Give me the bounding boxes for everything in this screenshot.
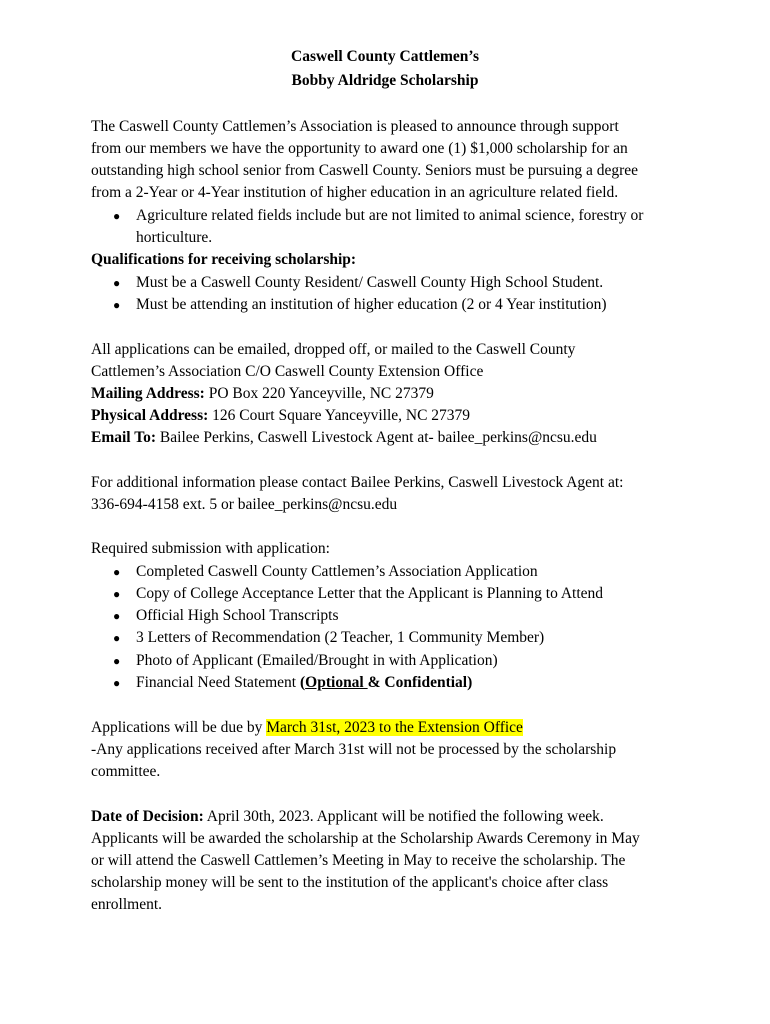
financial-need-text: Financial Need Statement: [136, 674, 300, 691]
decision-line-4: scholarship money will be sent to the institution of the applicant's choice after class: [91, 874, 609, 891]
bullet-icon: ●: [113, 609, 121, 623]
intro-line-3: outstanding high school senior from Caswell County. Seniors must be pursuing a degree: [91, 162, 639, 179]
decision-line-3: or will attend the Caswell Cattlemen’s Meeting in May to receive the scholarship. The: [91, 852, 626, 869]
decision-line-5: enrollment.: [91, 896, 163, 913]
deadline-note-line-2: committee.: [91, 763, 161, 780]
email-to: [91, 427, 597, 449]
mailing-address-label: Mailing Address:: [91, 385, 205, 402]
contact-line-2: 336-694-4158 ext. 5 or bailee_perkins@ncsu.edu: [91, 496, 398, 513]
qualification-item-1: Must be a Caswell County Resident/ Caswell County High School Student.: [136, 274, 604, 291]
required-item-5: Photo of Applicant (Emailed/Brought in with Application): [136, 652, 498, 669]
contact-line-1: For additional information please contact Bailee Perkins, Caswell Livestock Agent at:: [91, 474, 624, 491]
deadline-note-line-1: -Any applications received after March 31st will not be processed by the scholarship: [91, 741, 617, 758]
bullet-icon: ●: [113, 676, 121, 690]
document-title-line1: Caswell County Cattlemen’s: [291, 48, 479, 65]
bullet-icon: ●: [113, 276, 121, 290]
decision-date-text: April 30th, 2023. Applicant will be notified the following week.: [203, 808, 604, 825]
required-item-3: Official High School Transcripts: [136, 607, 339, 624]
decision-line-2: Applicants will be awarded the scholarship at the Scholarship Awards Ceremony in May: [91, 830, 640, 847]
required-item-2: Copy of College Acceptance Letter that the Applicant is Planning to Attend: [136, 585, 604, 602]
intro-bullet-line-2: horticulture.: [136, 229, 213, 246]
submission-line-1: All applications can be emailed, dropped off, or mailed to the Caswell County: [91, 341, 576, 358]
mailing-address-value: PO Box 220 Yanceyville, NC 27379: [204, 385, 434, 402]
decision-line-1: [91, 806, 604, 828]
intro-bullet-line-1: Agriculture related fields include but are not limited to animal science, forestry or: [136, 207, 644, 224]
intro-line-2: from our members we have the opportunity to award one (1) $1,000 scholarship for an: [91, 140, 628, 157]
mailing-address: [91, 383, 434, 405]
decision-label: Date of Decision:: [91, 808, 204, 825]
bullet-icon: ●: [113, 565, 121, 579]
intro-line-1: The Caswell County Cattlemen’s Association is pleased to announce through support: [91, 118, 619, 135]
bullet-icon: ●: [113, 298, 121, 312]
qualification-item-2: Must be attending an institution of higher education (2 or 4 Year institution): [136, 296, 607, 313]
optional-text: Optional: [305, 674, 368, 691]
document-title-line2: Bobby Aldridge Scholarship: [291, 72, 479, 89]
bullet-icon: ●: [113, 631, 121, 645]
bullet-icon: ●: [113, 587, 121, 601]
confidential-text: & Confidential): [367, 674, 473, 691]
deadline-line: [91, 717, 523, 739]
deadline-highlight: March 31st, 2023 to the Extension Office: [266, 719, 523, 736]
required-item-4: 3 Letters of Recommendation (2 Teacher, 1 Community Member): [136, 629, 545, 646]
physical-address-value: 126 Court Square Yanceyville, NC 27379: [208, 407, 471, 424]
optional-open-paren: (: [300, 674, 306, 691]
submission-line-2: Cattlemen’s Association C/O Caswell County Extension Office: [91, 363, 484, 380]
required-item-1: Completed Caswell County Cattlemen’s Association Application: [136, 563, 538, 580]
required-item-6: [136, 672, 472, 694]
bullet-icon: ●: [113, 654, 121, 668]
deadline-prefix: Applications will be due by: [91, 719, 267, 736]
physical-address: [91, 405, 470, 427]
bullet-icon: ●: [113, 209, 121, 223]
intro-line-4: from a 2-Year or 4-Year institution of higher education in an agriculture related field.: [91, 184, 619, 201]
email-to-value: Bailee Perkins, Caswell Livestock Agent at- bailee_perkins@ncsu.edu: [156, 429, 597, 446]
qualifications-heading: Qualifications for receiving scholarship:: [91, 251, 357, 268]
email-to-label: Email To:: [91, 429, 157, 446]
physical-address-label: Physical Address:: [91, 407, 209, 424]
required-heading: Required submission with application:: [91, 540, 330, 557]
